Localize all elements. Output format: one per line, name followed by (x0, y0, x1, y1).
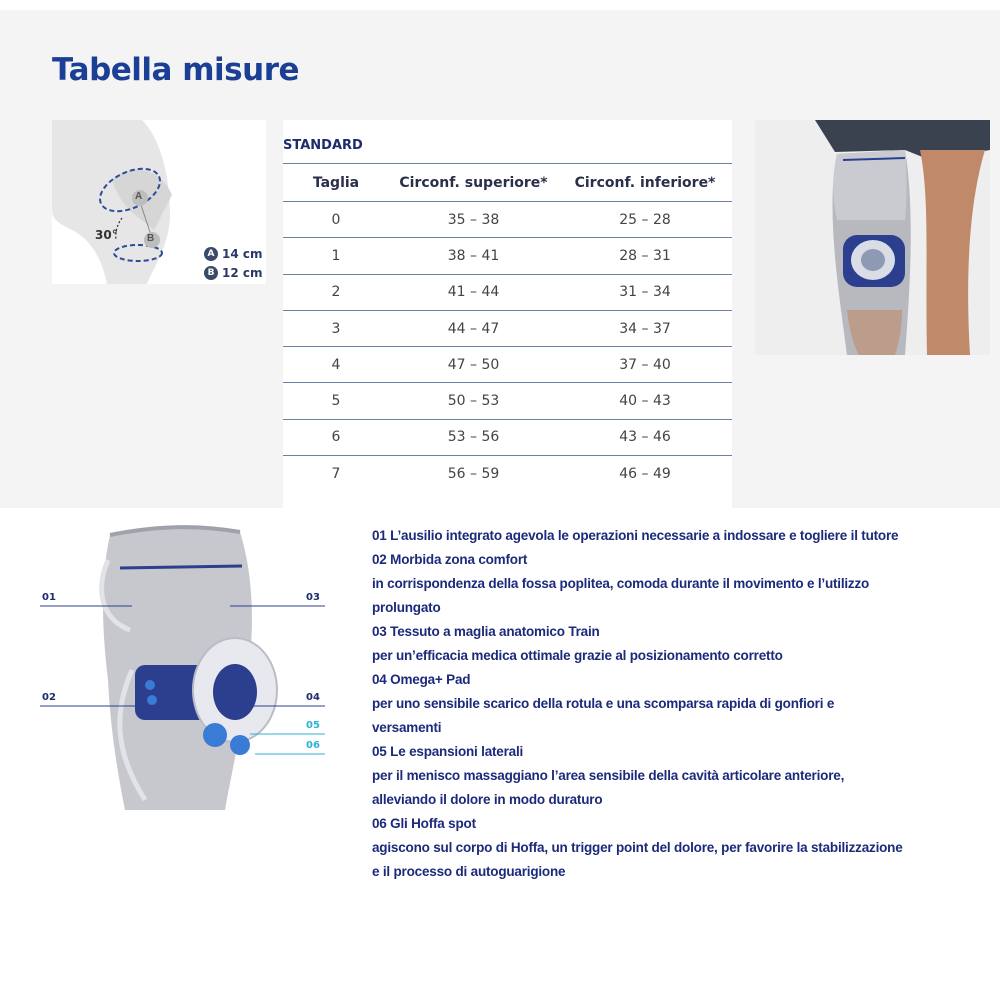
feature-list (372, 524, 972, 884)
table-row (283, 310, 732, 346)
product-photo (755, 120, 990, 355)
table-row (283, 202, 732, 238)
angle-label: 30° (95, 228, 118, 242)
cell-size: 1 (283, 238, 389, 274)
cell-size: 3 (283, 310, 389, 346)
feature-line: 01 L’ausilio integrato agevola le operazioni necessarie a indossare e togliere il tutore (372, 528, 899, 543)
cell-upper: 44 – 47 (389, 310, 558, 346)
feature-line: 03 Tessuto a maglia anatomico Train (372, 624, 600, 639)
feature-line: prolungato (372, 600, 441, 615)
cell-size: 7 (331, 465, 341, 482)
feature-line: 06 Gli Hoffa spot (372, 816, 476, 831)
feature-line: versamenti (372, 720, 442, 735)
cell-upper: 56 – 59 (447, 465, 500, 482)
worn-brace-illustration (755, 120, 990, 355)
cell-lower: 40 – 43 (558, 383, 732, 419)
cell-lower: 46 – 49 (619, 465, 671, 482)
cell-size: 5 (283, 383, 389, 419)
size-table (283, 163, 732, 492)
table-header-row (283, 164, 732, 202)
cell-size: 4 (283, 347, 389, 383)
marker-a-label: A (135, 191, 143, 202)
cell-upper: 53 – 56 (389, 419, 558, 455)
cell-upper: 41 – 44 (389, 274, 558, 310)
table-row (283, 383, 732, 419)
product-diagram (40, 520, 330, 820)
cell-size: 0 (283, 202, 389, 238)
feature-line: 05 Le espansioni laterali (372, 744, 524, 759)
legend-a-value: 14 cm (222, 247, 263, 261)
callout-04: 04 (306, 692, 320, 703)
measurement-diagram (52, 120, 266, 284)
header-lower-circumference: Circonf. inferiore* (558, 164, 732, 202)
table-label: STANDARD (283, 138, 363, 153)
feature-line: 02 Morbida zona comfort (372, 552, 528, 567)
cell-upper: 35 – 38 (389, 202, 558, 238)
table-row (283, 419, 732, 455)
table-row (283, 274, 732, 310)
table-row (283, 347, 732, 383)
legend-b-value: 12 cm (222, 266, 263, 280)
legend-b (204, 266, 263, 280)
feature-line: in corrispondenza della fossa poplitea, comoda durante il movimento e l’utilizzo (372, 576, 870, 591)
cell-lower: 28 – 31 (558, 238, 732, 274)
cell-size: 2 (283, 274, 389, 310)
brace-product-illustration (40, 520, 330, 820)
feature-line: agiscono sul corpo di Hoffa, un trigger point del dolore, per favorire la stabilizzazione (372, 840, 903, 855)
feature-line: per un’efficacia medica ottimale grazie al posizionamento corretto (372, 648, 783, 663)
cell-lower: 34 – 37 (558, 310, 732, 346)
cell-lower: 25 – 28 (558, 202, 732, 238)
feature-line: alleviando il dolore in modo duraturo (372, 792, 603, 807)
table-row (283, 456, 732, 492)
legend-a-badge: A (204, 247, 218, 261)
feature-line: e il processo di autoguarigione (372, 864, 566, 879)
cell-upper: 47 – 50 (389, 347, 558, 383)
callout-02: 02 (42, 692, 56, 703)
feature-line: per uno sensibile scarico della rotula e una scomparsa rapida di gonfiori e (372, 696, 835, 711)
header-size: Taglia (283, 164, 389, 202)
legend-b-badge: B (204, 266, 218, 280)
marker-b-label: B (147, 233, 155, 244)
header-upper-circumference: Circonf. superiore* (389, 164, 558, 202)
cell-upper: 50 – 53 (389, 383, 558, 419)
callout-06: 06 (306, 740, 320, 751)
feature-line: 04 Omega+ Pad (372, 672, 471, 687)
cell-lower: 43 – 46 (558, 419, 732, 455)
callout-05: 05 (306, 720, 320, 731)
table-row (283, 238, 732, 274)
cell-upper: 38 – 41 (389, 238, 558, 274)
cell-lower: 37 – 40 (558, 347, 732, 383)
callout-01: 01 (42, 592, 56, 603)
feature-line: per il menisco massaggiano l’area sensibile della cavità articolare anteriore, (372, 768, 845, 783)
cell-lower: 31 – 34 (558, 274, 732, 310)
legend-a (204, 247, 263, 261)
callout-03: 03 (306, 592, 320, 603)
page-title: Tabella misure (52, 52, 300, 88)
cell-size: 6 (283, 419, 389, 455)
